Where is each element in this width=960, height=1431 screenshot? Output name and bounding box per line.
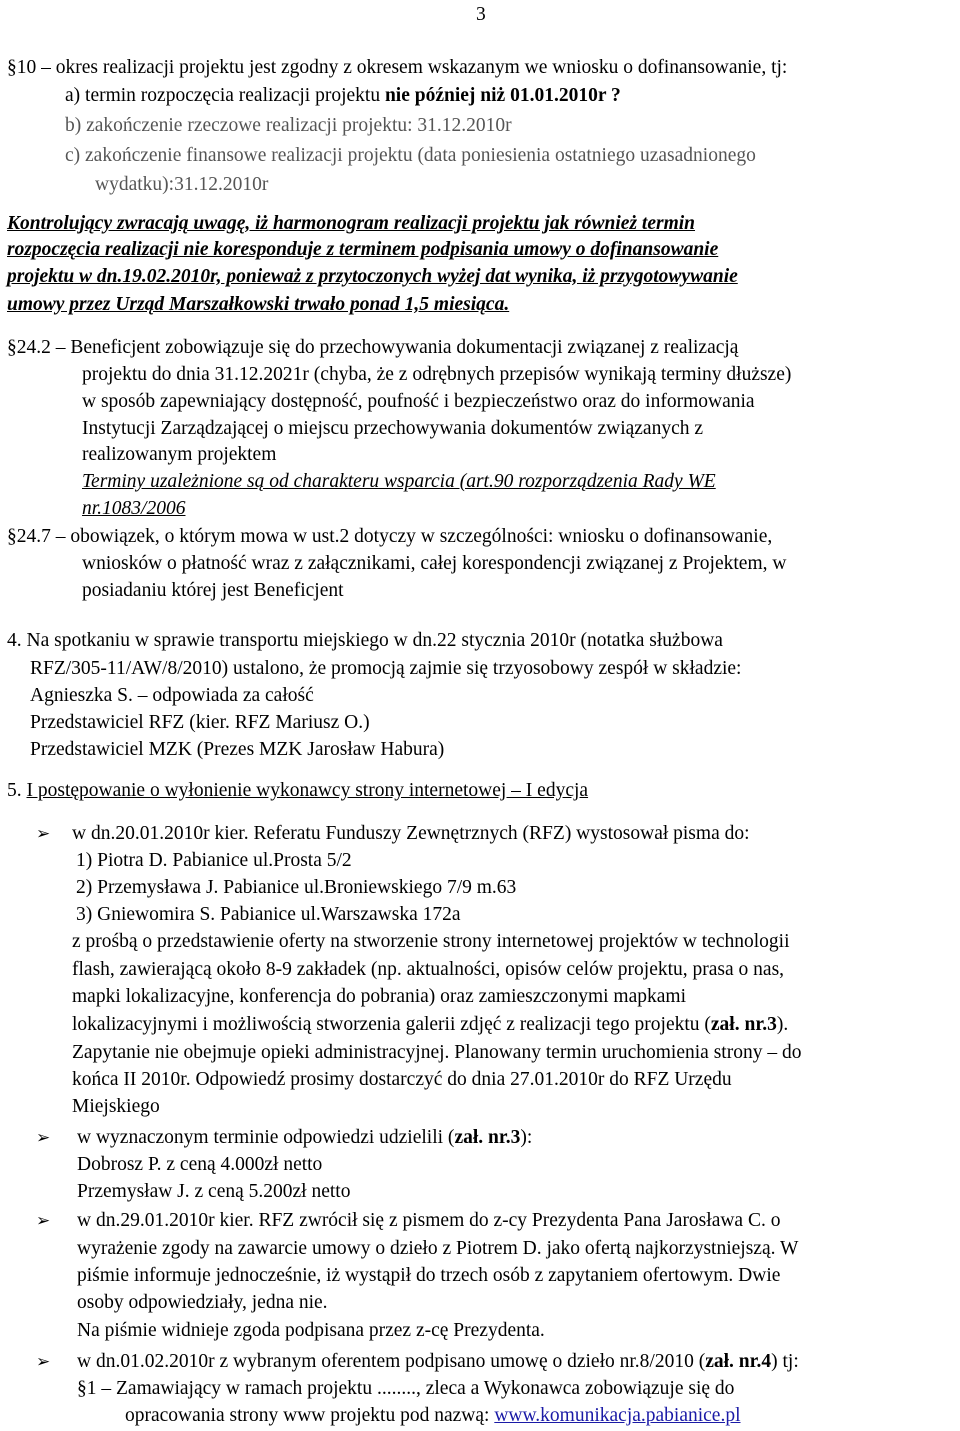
s10-b: b) zakończenie rzeczowe realizacji projektu: 31.12.2010r	[65, 115, 512, 136]
bullet1-body-6: końca II 2010r. Odpowiedź prosimy dostarczyć do dnia 27.01.2010r do RFZ Urzędu	[72, 1069, 732, 1090]
s10-heading: §10 – okres realizacji projektu jest zgodny z okresem wskazanym we wniosku o dofinansowanie, tj:	[7, 57, 788, 78]
kontrol-line-2: rozpoczęcia realizacji nie koresponduje z terminem podpisania umowy o dofinansowanie	[7, 239, 719, 260]
bullet1-body-7: Miejskiego	[72, 1096, 160, 1117]
arrow-bullet-icon: ➢	[36, 1352, 51, 1372]
s24-2-line-2: projektu do dnia 31.12.2021r (chyba, że z odrębnych przepisów wynikają terminy dłuższe)	[82, 364, 792, 385]
arrow-bullet-icon: ➢	[36, 824, 51, 844]
s24-2-line-3: w sposób zapewniający dostępność, poufność i bezpieczeństwo oraz do informowania	[82, 391, 755, 412]
bullet1-body-4: lokalizacyjnymi i możliwością stworzenia galerii zdjęć z realizacji tego projektu (zał. nr.3).	[72, 1014, 789, 1035]
bullet1-body-5: Zapytanie nie obejmuje opieki administracyjnej. Planowany termin uruchomienia strony – do	[72, 1042, 802, 1063]
arrow-bullet-icon: ➢	[36, 1211, 51, 1231]
bullet3-line-2: wyrażenie zgody na zawarcie umowy o dzieło z Piotrem D. jako ofertą najkorzystniejszą. W	[77, 1238, 799, 1259]
bullet3-line-4: osoby odpowiedziały, jedna nie.	[77, 1292, 328, 1313]
s10-a: a) termin rozpoczęcia realizacji projektu nie później niż 01.01.2010r ?	[65, 85, 621, 106]
kontrol-line-1: Kontrolujący zwracają uwagę, iż harmonogram realizacji projektu jak również termin	[7, 213, 696, 234]
s24-7-line-1: §24.7 – obowiązek, o którym mowa w ust.2 dotyczy w szczególności: wniosku o dofinansowanie,	[7, 526, 773, 547]
arrow-bullet-icon: ➢	[36, 1128, 51, 1148]
s10-c2: wydatku):31.12.2010r	[95, 174, 269, 195]
p4-line-3: Agnieszka S. – odpowiada za całość	[30, 685, 314, 706]
bullet1-body-2: flash, zawierającą około 8-9 zakładek (np. aktualności, opisów celów projektu, prasa o nas,	[72, 959, 785, 980]
terminy-line-2: nr.1083/2006	[82, 498, 186, 519]
page-number: 3	[476, 4, 486, 25]
bullet2-line-1: w wyznaczonym terminie odpowiedzi udzielili (zał. nr.3):	[77, 1127, 533, 1148]
bullet2-item-1: Dobrosz P. z ceną 4.000zł netto	[77, 1154, 323, 1175]
p4-line-4: Przedstawiciel RFZ (kier. RFZ Mariusz O.)	[30, 712, 370, 733]
p5-heading: 5. I postępowanie o wyłonienie wykonawcy strony internetowej – I edycja	[7, 780, 589, 801]
s24-2-line-4: Instytucji Zarządzającej o miejscu przechowywania dokumentów związanych z	[82, 418, 704, 439]
bullet3-line-1: w dn.29.01.2010r kier. RFZ zwrócił się z pismem do z-cy Prezydenta Pana Jarosława C. o	[77, 1210, 781, 1231]
bullet3-line-5: Na piśmie widnieje zgoda podpisana przez z-cę Prezydenta.	[77, 1320, 545, 1341]
bullet1-body-3: mapki lokalizacyjne, konferencja do pobrania) oraz zamieszczonymi mapkami	[72, 986, 686, 1007]
s24-2-line-5: realizowanym projektem	[82, 444, 277, 465]
s24-7-line-2: wniosków o płatność wraz z załącznikami, całej korespondencji związanej z Projektem, w	[82, 553, 787, 574]
p4-line-1: 4. Na spotkaniu w sprawie transportu miejskiego w dn.22 stycznia 2010r (notatka służbowa	[7, 630, 723, 651]
bullet1-body-1: z prośbą o przedstawienie oferty na stworzenie strony internetowej projektów w technologii	[72, 931, 790, 952]
s24-7-line-3: posiadaniu której jest Beneficjent	[82, 580, 344, 601]
p4-line-5: Przedstawiciel MZK (Prezes MZK Jarosław Habura)	[30, 739, 445, 760]
s24-2-line-1: §24.2 – Beneficjent zobowiązuje się do przechowywania dokumentacji związanej z realizacją	[7, 337, 739, 358]
project-website-link[interactable]: www.komunikacja.pabianice.pl	[494, 1405, 741, 1426]
bullet3-line-3: piśmie informuje jednocześnie, iż wystąpił do trzech osób z zapytaniem ofertowym. Dwie	[77, 1265, 781, 1286]
s10-c1: c) zakończenie finansowe realizacji projektu (data poniesienia ostatniego uzasadnionego	[65, 145, 756, 166]
kontrol-line-3: projektu w dn.19.02.2010r, ponieważ z przytoczonych wyżej dat wynika, iż przygotowywanie	[7, 266, 738, 287]
bullet1-item-1: 1) Piotra D. Pabianice ul.Prosta 5/2	[76, 850, 352, 871]
bullet1-line-1: w dn.20.01.2010r kier. Referatu Funduszy Zewnętrznych (RFZ) wystosował pisma do:	[72, 823, 750, 844]
kontrol-line-4: umowy przez Urząd Marszałkowski trwało ponad 1,5 miesiąca.	[7, 294, 510, 315]
bullet1-item-2: 2) Przemysława J. Pabianice ul.Broniewskiego 7/9 m.63	[76, 877, 517, 898]
bullet4-line-2: §1 – Zamawiający w ramach projektu ........, zleca a Wykonawca zobowiązuje się do	[77, 1378, 735, 1399]
bullet2-item-2: Przemysław J. z ceną 5.200zł netto	[77, 1181, 351, 1202]
terminy-line-1: Terminy uzależnione są od charakteru wsparcia (art.90 rozporządzenia Rady WE	[82, 471, 716, 492]
bullet4-line-3: opracowania strony www projektu pod nazwą: www.komunikacja.pabianice.pl	[125, 1405, 741, 1426]
bullet4-line-1: w dn.01.02.2010r z wybranym oferentem podpisano umowę o dzieło nr.8/2010 (zał. nr.4) tj:	[77, 1351, 799, 1372]
bullet1-item-3: 3) Gniewomira S. Pabianice ul.Warszawska 172a	[76, 904, 461, 925]
p4-line-2: RFZ/305-11/AW/8/2010) ustalono, że promocją zajmie się trzyosobowy zespół w składzie:	[30, 658, 742, 679]
